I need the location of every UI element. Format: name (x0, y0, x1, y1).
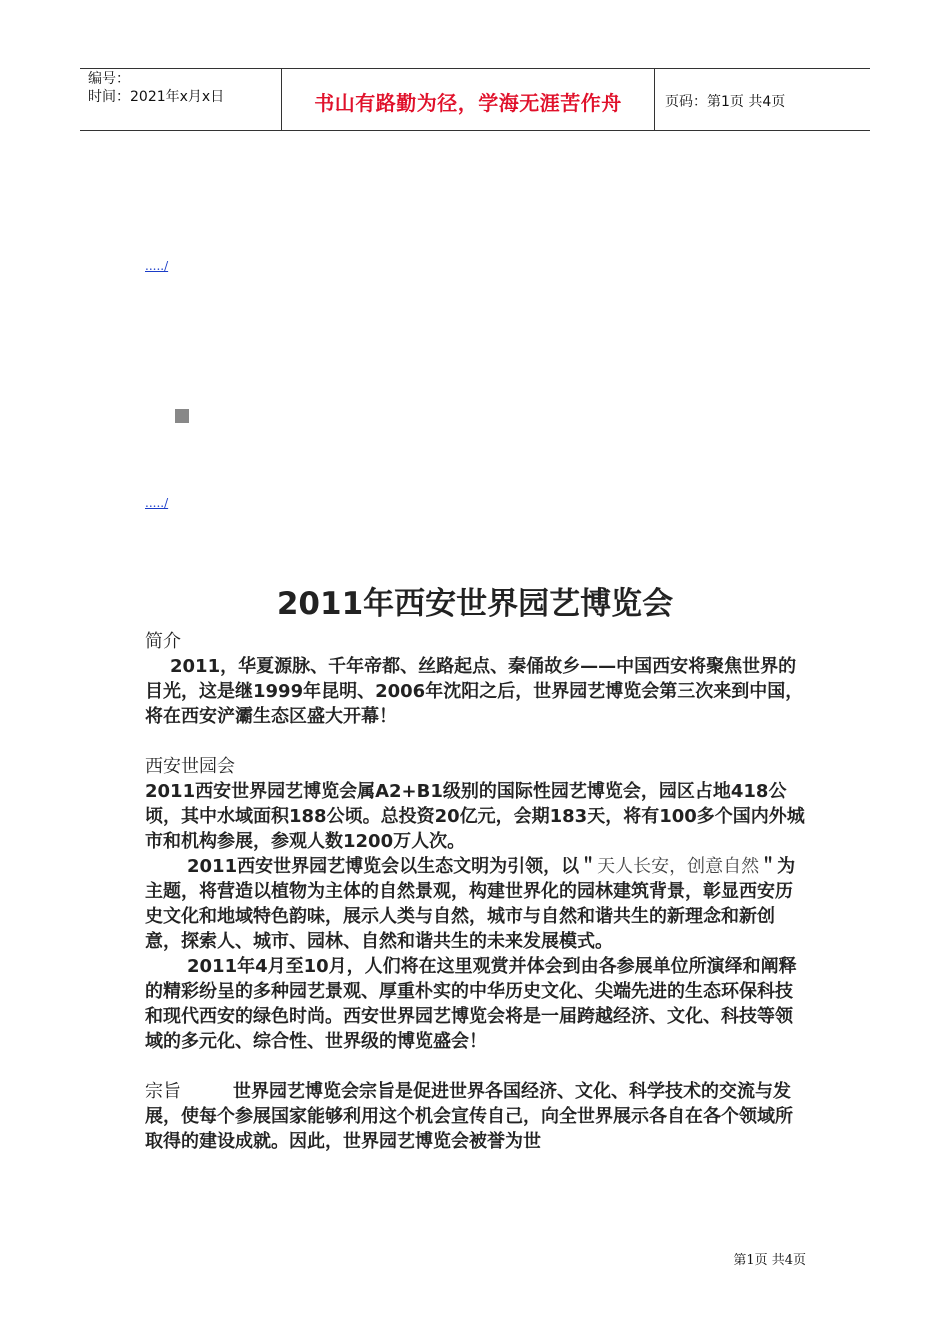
header-meta-cell (80, 69, 282, 130)
header-page-info: 页码：第1页 共4页 (665, 94, 786, 110)
theme-text-a: 2011西安世界园艺博览会以生态文明为引领，以＂ (187, 856, 598, 877)
header-motto: 书山有路勤为径，学海无涯苦作舟 (314, 91, 622, 115)
broken-image-icon (175, 409, 189, 423)
document-body (145, 629, 810, 1154)
purpose-heading: 宗旨 (145, 1081, 181, 1102)
link-top[interactable]: ...../ (145, 259, 169, 273)
schedule-paragraph: 2011年4月至10月，人们将在这里观赏并体会到由各参展单位所演绎和阐释的精彩纷呈的多种园艺景观、厚重朴实的中华历史文化、尖端先进的生态环保科技和现代西安的绿色时尚。西安世界园艺博览会将是一届跨越经济、文化、科技等领域的多元化、综合性、世界级的博览盛会！ (145, 956, 797, 1052)
theme-text-b: ＂为主题，将营造以植物为主体的自然景观，构建世界化的园林建筑背景，彰显西安历史文化和地域特色韵味，展示人类与自然，城市与自然和谐共生的新理念和新创意，探索人、城市、园林、自然和谐共生的未来发展模式。 (145, 856, 796, 952)
purpose-text: 世界园艺博览会宗旨是促进世界各国经济、文化、科学技术的交流与发展，使每个参展国家能够利用这个机会宣传自己，向全世界展示各自在各个领域所取得的建设成就。因此，世界园艺博览会被誉为世 (145, 1081, 793, 1152)
intro-heading: 简介 (145, 631, 181, 652)
theme-quote: 天人长安，创意自然 (597, 856, 760, 877)
header-motto-cell (282, 69, 655, 130)
purpose-paragraph (145, 1079, 810, 1154)
document-title: 2011年西安世界园艺博览会 (276, 586, 674, 622)
theme-paragraph (145, 854, 810, 954)
expo-heading: 西安世园会 (145, 756, 235, 777)
doc-time-label: 时间：2021年x月x日 (88, 89, 225, 105)
footer-page-info: 第1页 共4页 (733, 1253, 806, 1268)
header-page-cell (655, 69, 870, 130)
expo-paragraph: 2011西安世界园艺博览会属A2+B1级别的国际性园艺博览会，园区占地418公顷，其中水域面积188公顷。总投资20亿元，会期183天，将有100多个国内外城市和机构参展，参观人数1200万人次。 (145, 781, 805, 852)
doc-number-label: 编号： (88, 71, 130, 87)
page-header (80, 68, 870, 131)
intro-paragraph: 2011，华夏源脉、千年帝都、丝路起点、秦俑故乡——中国西安将聚焦世界的目光，这是继1999年昆明、2006年沈阳之后，世界园艺博览会第三次来到中国，将在西安浐灞生态区盛大开幕！ (145, 656, 804, 727)
link-bottom[interactable]: ...../ (145, 496, 169, 510)
